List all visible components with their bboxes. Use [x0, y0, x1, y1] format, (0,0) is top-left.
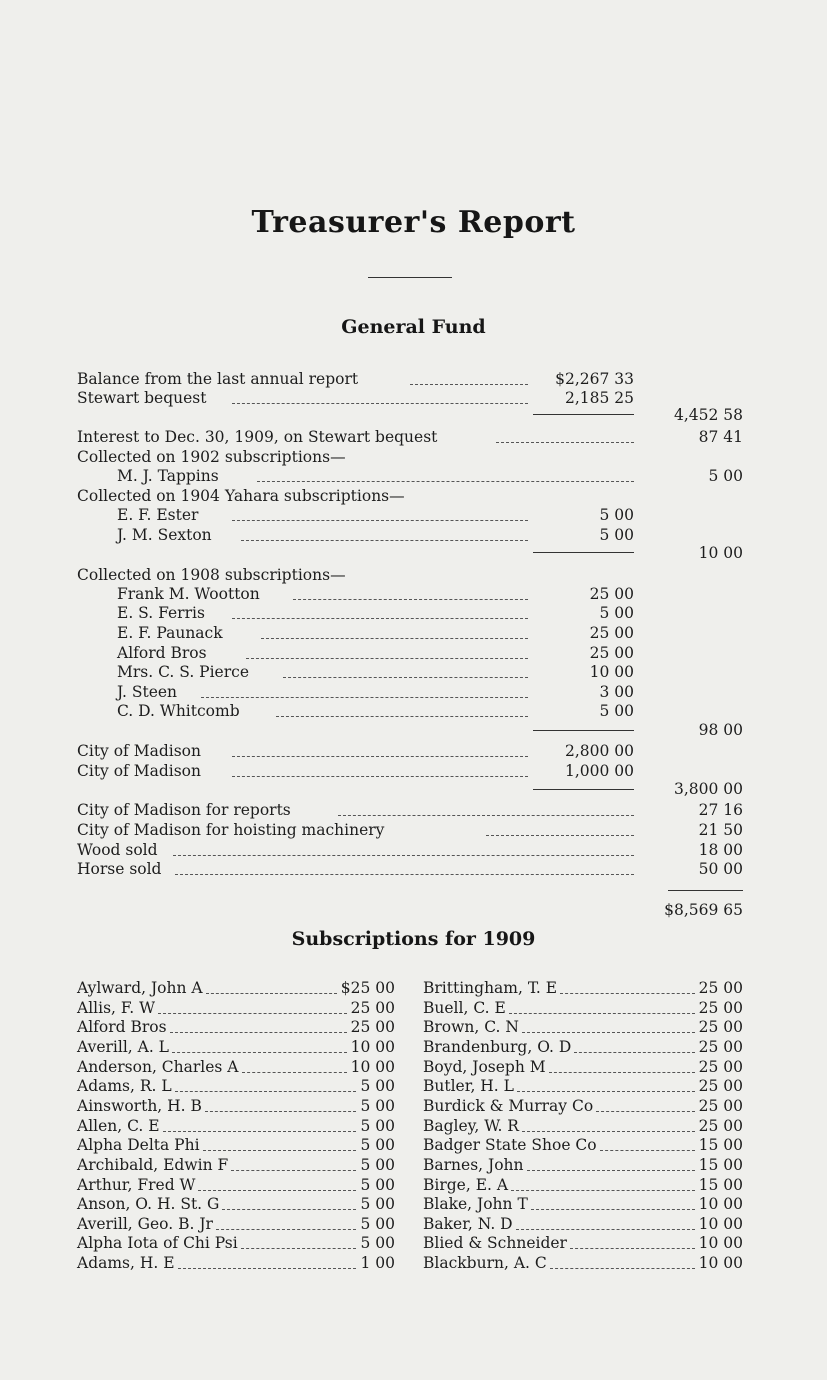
subscription-amount: 10 00 [698, 1214, 743, 1233]
leader-dots [173, 855, 634, 856]
ledger-label: Stewart bequest [77, 389, 207, 407]
subscription-amount: 5 00 [360, 1175, 395, 1194]
ledger-label: Collected on 1908 subscriptions— [77, 566, 346, 584]
subscriber-name: Alpha Iota of Chi Psi [77, 1234, 238, 1253]
leader-dots [276, 716, 528, 717]
ledger-label: City of Madison for reports [77, 801, 291, 819]
subscriber-name: Buell, C. E [423, 998, 506, 1017]
subscription-amount: 10 00 [698, 1195, 743, 1214]
subscription-amount: 15 00 [698, 1136, 743, 1155]
leader-dots [246, 658, 528, 659]
ledger-row-subtotal-1 [0, 405, 827, 425]
subscriber-name: Burdick & Murray Co [423, 1096, 594, 1115]
leader-dots [550, 1268, 695, 1269]
ledger-amount: 2,800 00 [564, 742, 634, 760]
ledger-row-whitcomb [0, 701, 827, 721]
leader-dots [549, 1072, 695, 1073]
ledger-row-collected-1904 [0, 486, 827, 506]
ledger-label: M. J. Tappins [117, 467, 219, 485]
ledger-amount: 1,000 00 [564, 762, 634, 780]
subscription-row [0, 1096, 827, 1116]
subscriber-name: Brittingham, T. E [423, 979, 558, 997]
subscription-row [0, 998, 827, 1018]
ledger-row-madison-1 [0, 741, 827, 761]
ledger-label: Mrs. C. S. Pierce [117, 663, 249, 681]
ledger-total: 10 00 [698, 544, 743, 562]
subscriptions-heading: Subscriptions for 1909 [291, 928, 536, 950]
ledger-total: 87 41 [698, 428, 743, 446]
ledger-row-tappins [0, 466, 827, 486]
ledger-label: City of Madison [77, 762, 201, 780]
ledger-label: J. Steen [117, 683, 178, 701]
ledger-label: J. M. Sexton [117, 526, 212, 544]
ledger-amount: 5 00 [599, 702, 634, 720]
subscriber-name: Boyd, Joseph M [423, 1057, 546, 1076]
subscription-row [0, 1037, 827, 1057]
subscriber-name: Aylward, John A [77, 979, 203, 997]
ledger-label: City of Madison [77, 742, 201, 760]
leader-dots [517, 1091, 695, 1092]
subscription-row [0, 1057, 827, 1077]
subscriber-name: Anderson, Charles A [77, 1057, 239, 1076]
ledger-row-subtotal-1908 [0, 720, 827, 740]
leader-dots [257, 481, 634, 482]
ledger-amount: $2,267 33 [555, 370, 634, 388]
subscription-amount: 25 00 [698, 1077, 743, 1096]
leader-dots [410, 384, 528, 385]
ledger-total: 98 00 [698, 721, 743, 739]
leader-dots [232, 618, 528, 619]
subscriber-name: Averill, Geo. B. Jr [77, 1214, 213, 1233]
subscription-row [0, 1233, 827, 1253]
ledger-amount: 10 00 [589, 663, 634, 681]
subscription-row [0, 1076, 827, 1096]
ledger-row-reports [0, 800, 827, 820]
subscriber-name: Ainsworth, H. B [77, 1096, 202, 1115]
ledger-row-collected-1908 [0, 565, 827, 585]
ledger-label: Collected on 1902 subscriptions— [77, 448, 346, 466]
ledger-label: City of Madison for hoisting machinery [77, 821, 385, 839]
subscription-row [0, 1135, 827, 1155]
ledger-total: 5 00 [708, 467, 743, 485]
ledger-row-steen [0, 682, 827, 702]
subscription-row [0, 1155, 827, 1175]
ledger-label: E. S. Ferris [117, 604, 205, 622]
leader-dots [509, 1013, 695, 1014]
leader-dots [511, 1190, 695, 1191]
subscription-row [0, 1253, 827, 1273]
leader-dots [574, 1052, 695, 1053]
ledger-amount: 25 00 [589, 624, 634, 642]
subscription-amount: 25 00 [350, 998, 395, 1017]
general-fund-heading: General Fund [341, 316, 486, 338]
ledger-row-subtotal-madison [0, 779, 827, 799]
subscription-amount: 5 00 [360, 1195, 395, 1214]
ledger-total: 50 00 [698, 860, 743, 878]
subscription-amount: 5 00 [360, 1136, 395, 1155]
leader-dots [486, 835, 634, 836]
subscription-row [0, 978, 827, 998]
subscription-amount: 25 00 [698, 1057, 743, 1076]
ledger-total: 27 16 [698, 801, 743, 819]
subscription-amount: 5 00 [360, 1096, 395, 1115]
ledger-row-ester [0, 505, 827, 525]
subscriber-name: Baker, N. D [423, 1214, 513, 1233]
ledger-label: Alford Bros [117, 644, 207, 662]
subscriber-name: Bagley, W. R [423, 1116, 519, 1135]
leader-dots [241, 540, 528, 541]
ledger-row-alford [0, 643, 827, 663]
subscription-amount: 5 00 [360, 1155, 395, 1174]
subscriber-name: Archibald, Edwin F [77, 1155, 229, 1174]
subscription-amount: 25 00 [698, 1037, 743, 1056]
leader-dots [175, 874, 634, 875]
ledger-row-total [0, 900, 827, 920]
subscription-amount: 25 00 [698, 1116, 743, 1135]
subscription-row [0, 1116, 827, 1136]
subscription-amount: 15 00 [698, 1155, 743, 1174]
subscription-row [0, 1017, 827, 1037]
subscriber-name: Adams, R. L [77, 1077, 172, 1096]
subscriber-name: Butler, H. L [423, 1077, 514, 1096]
leader-dots [531, 1209, 695, 1210]
ledger-row-madison-2 [0, 761, 827, 781]
ledger-total: 21 50 [698, 821, 743, 839]
subscription-amount: 5 00 [360, 1077, 395, 1096]
total-rule [668, 890, 743, 891]
subscriber-name: Blake, John T [423, 1195, 528, 1214]
ledger-label: Balance from the last annual report [77, 370, 359, 388]
leader-dots [570, 1248, 695, 1249]
ledger-row-paunack [0, 623, 827, 643]
leader-dots [232, 756, 528, 757]
leader-dots [232, 403, 528, 404]
subscription-amount: 5 00 [360, 1214, 395, 1233]
subscription-row [0, 1175, 827, 1195]
subscription-amount: 10 00 [350, 1057, 395, 1076]
ledger-row-horse [0, 859, 827, 879]
leader-dots [600, 1150, 695, 1151]
leader-dots [596, 1111, 695, 1112]
subscription-amount: 10 00 [698, 1234, 743, 1253]
ledger-label: E. F. Ester [117, 506, 199, 524]
ledger-total: 3,800 00 [673, 780, 743, 798]
subscription-amount: 25 00 [698, 1018, 743, 1037]
subscriber-name: Blackburn, A. C [423, 1254, 547, 1273]
subscriber-name: Allis, F. W [77, 998, 155, 1017]
ledger-row-interest [0, 427, 827, 447]
subscription-amount: $25 00 [340, 979, 395, 997]
ledger-total: 18 00 [698, 841, 743, 859]
ledger-row-sexton [0, 525, 827, 545]
ledger-amount: 2,185 25 [564, 389, 634, 407]
subscriber-name: Birge, E. A [423, 1175, 509, 1194]
ledger-amount: 5 00 [599, 604, 634, 622]
subscriber-name: Adams, H. E [77, 1254, 175, 1273]
subscriber-name: Blied & Schneider [423, 1234, 567, 1253]
ledger-total: 4,452 58 [673, 406, 743, 424]
ledger-label: Frank M. Wootton [117, 585, 260, 603]
leader-dots [293, 599, 528, 600]
leader-dots [560, 993, 695, 994]
ledger-row-wood [0, 840, 827, 860]
leader-dots [516, 1229, 695, 1230]
subscription-amount: 25 00 [698, 979, 743, 997]
ledger-amount: 25 00 [589, 585, 634, 603]
ledger-label: E. F. Paunack [117, 624, 223, 642]
ledger-label: Horse sold [77, 860, 162, 878]
subscriber-name: Badger State Shoe Co [423, 1136, 597, 1155]
leader-dots [527, 1170, 695, 1171]
subscriber-name: Alford Bros [77, 1018, 167, 1037]
ledger-amount: 5 00 [599, 506, 634, 524]
subscriber-name: Anson, O. H. St. G [77, 1195, 220, 1214]
title-divider [368, 277, 452, 278]
ledger-amount: 25 00 [589, 644, 634, 662]
ledger-row-balance [0, 369, 827, 389]
subscription-amount: 25 00 [350, 1018, 395, 1037]
leader-dots [232, 520, 528, 521]
leader-dots [522, 1131, 695, 1132]
ledger-row-pierce [0, 662, 827, 682]
subscription-row [0, 1214, 827, 1234]
subscription-amount: 10 00 [350, 1037, 395, 1056]
subscription-amount: 25 00 [698, 998, 743, 1017]
subscription-amount: 15 00 [698, 1175, 743, 1194]
grand-total: $8,569 65 [664, 901, 743, 919]
subscription-amount: 10 00 [698, 1254, 743, 1273]
subscriber-name: Averill, A. L [77, 1037, 169, 1056]
subscription-amount: 5 00 [360, 1116, 395, 1135]
leader-dots [283, 677, 528, 678]
subscription-amount: 25 00 [698, 1096, 743, 1115]
subscriber-name: Alpha Delta Phi [77, 1136, 200, 1155]
ledger-label: Collected on 1904 Yahara subscriptions— [77, 487, 405, 505]
ledger-row-wootton [0, 584, 827, 604]
leader-dots [201, 697, 528, 698]
ledger-label: C. D. Whitcomb [117, 702, 240, 720]
leader-dots [496, 442, 634, 443]
subscriber-name: Brown, C. N [423, 1018, 519, 1037]
subscriber-name: Arthur, Fred W [77, 1175, 196, 1194]
subscriber-name: Allen, C. E [77, 1116, 160, 1135]
ledger-amount: 3 00 [599, 683, 634, 701]
ledger-amount: 5 00 [599, 526, 634, 544]
subscription-amount: 1 00 [360, 1254, 395, 1273]
leader-dots [522, 1032, 695, 1033]
subscription-row [0, 1194, 827, 1214]
page-title: Treasurer's Report [251, 205, 576, 240]
subscription-amount: 5 00 [360, 1234, 395, 1253]
ledger-row-subtotal-1904 [0, 543, 827, 563]
leader-dots [338, 815, 634, 816]
leader-dots [232, 776, 528, 777]
ledger-row-ferris [0, 603, 827, 623]
ledger-row-hoisting [0, 820, 827, 840]
ledger-label: Wood sold [77, 841, 158, 859]
ledger-label: Interest to Dec. 30, 1909, on Stewart bequest [77, 428, 438, 446]
ledger-row-collected-1902 [0, 447, 827, 467]
subscriber-name: Brandenburg, O. D [423, 1037, 572, 1056]
leader-dots [261, 638, 528, 639]
subscriber-name: Barnes, John [423, 1155, 524, 1174]
